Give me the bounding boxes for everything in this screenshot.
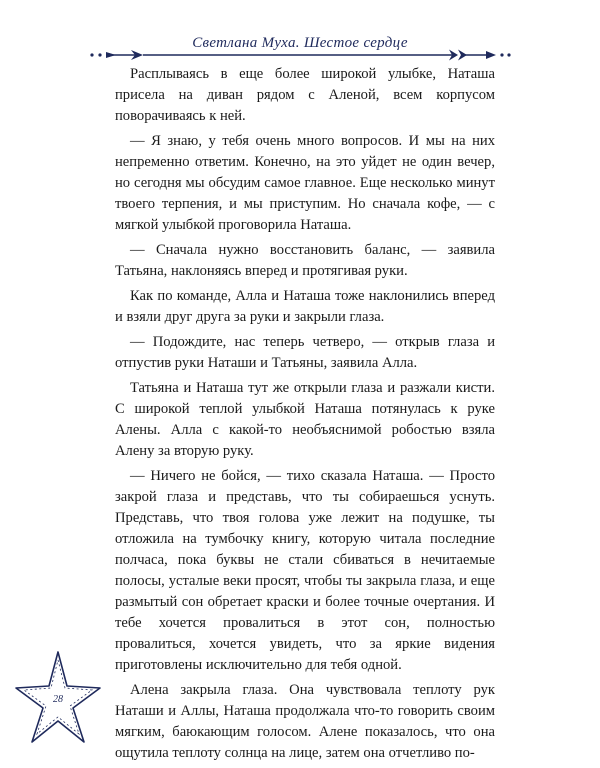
paragraph: — Я знаю, у тебя очень много вопросов. И мы на них непременно ответим. Конечно, на это уйдет не один вечер, но сегодня мы обсудим самое главное. Еще несколько минут твоего терпения, и мы приступим. Но сначала кофе, — с мягкой улыбкой проговорила Наташа. (115, 133, 495, 233)
page-body-text (115, 64, 495, 768)
arrow-ornament-icon (0, 48, 600, 62)
paragraph: Расплываясь в еще более широкой улыбке, Наташа присела на диван рядом с Аленой, всем корпусом поворачиваясь к ней. (115, 66, 495, 124)
running-header (0, 0, 600, 66)
paragraph: — Сначала нужно восстановить баланс, — заявила Татьяна, наклоняясь вперед и протягивая руки. (115, 242, 495, 279)
page-number: 28 (53, 694, 63, 705)
running-header-title: Светлана Муха. Шестое сердце (192, 35, 408, 51)
paragraph: — Ничего не бойся, — тихо сказала Наташа. — Просто закрой глаза и представь, что ты собираешься уснуть. Представь, что твоя голова уже лежит на подушке, ты отложила на тумбочку книгу, которую читала последние полчаса, пока буквы не стали сбиваться в нечитаемые полосы, усталые веки просят, чтобы ты закрыла глаза, и еще размытый сон обретает краски и более точные очертания. И тебе хочется провалиться в этот сон, полностью провалиться, хочется увидеть, что за яркие видения приготовлены исключительно для тебя одной. (115, 468, 495, 673)
paragraph: Алена закрыла глаза. Она чувствовала теплоту рук Наташи и Аллы, Наташа продолжала что-то говорить своим мягким, баюкающим голосом. Алене показалось, что она ощутила теплоту солнца на лице, затем она отчетливо по- (115, 682, 495, 761)
paragraph: — Подождите, нас теперь четверо, — открыв глаза и отпустив руки Наташи и Татьяны, заявила Алла. (115, 334, 495, 371)
paragraph: Как по команде, Алла и Наташа тоже наклонились вперед и взяли друг друга за руки и закрыли глаза. (115, 288, 495, 325)
paragraph: Татьяна и Наташа тут же открыли глаза и разжали кисти. С широкой теплой улыбкой Наташа потянулась к руке Алены. Алла с какой-то необъяснимой робостью взяла Алену за вторую руку. (115, 380, 495, 459)
